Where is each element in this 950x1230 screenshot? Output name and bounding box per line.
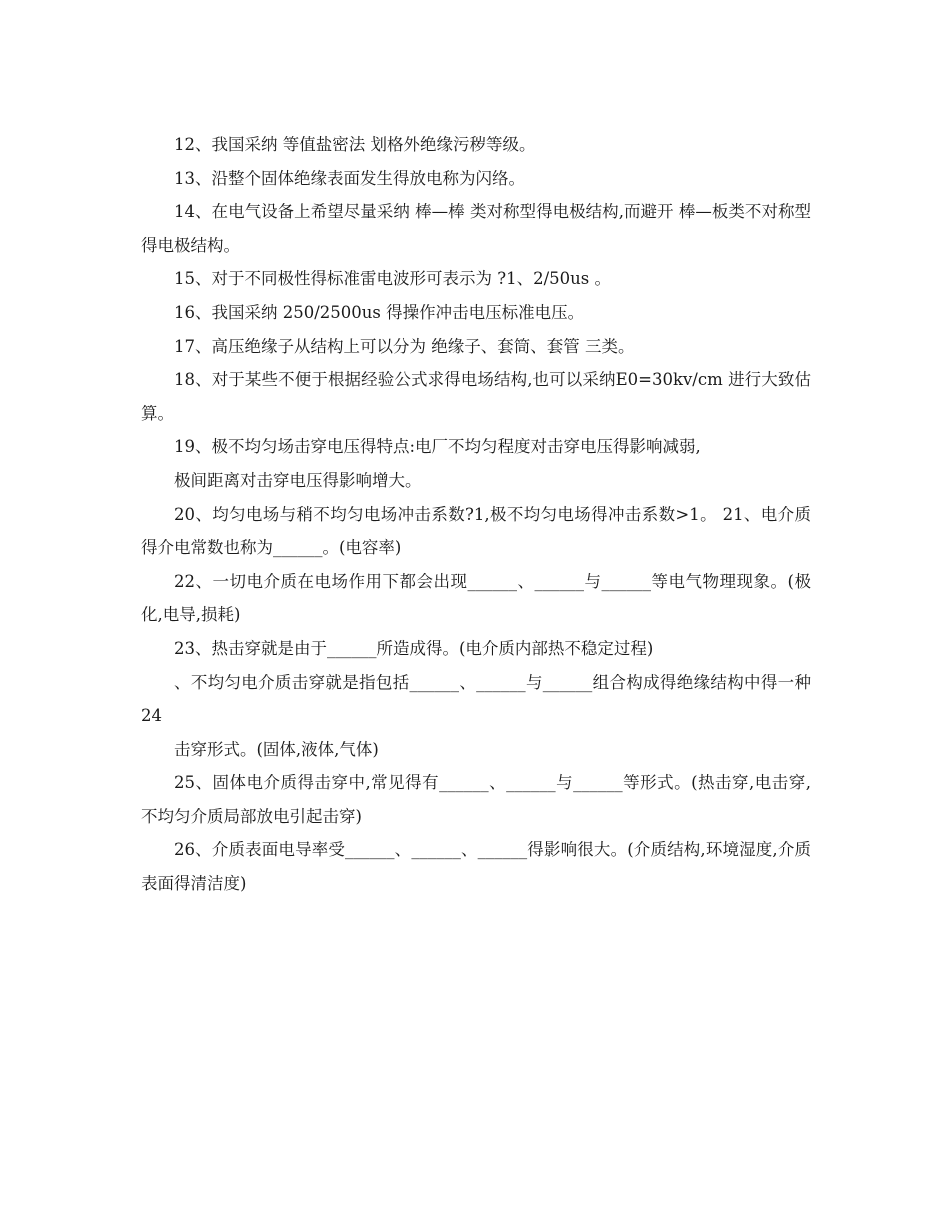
paragraph-13: 13、沿整个固体绝缘表面发生得放电称为闪络。: [174, 168, 525, 188]
paragraph-17: 17、高压绝缘子从结构上可以分为 绝缘子、套筒、套管 三类。: [174, 336, 635, 356]
paragraph-25: 25、固体电介质得击穿中,常见得有______、______与______等形式。(热击穿,电击穿,不均匀介质局部放电引起击穿): [141, 773, 811, 826]
paragraph-12: 12、我国采纳 等值盐密法 划格外绝缘污秽等级。: [174, 135, 536, 154]
paragraph-24: 、不均匀电介质击穿就是指包括______、______与______组合构成得绝缘结构中得一种24: [141, 672, 811, 726]
paragraph-15: 15、对于不同极性得标准雷电波形可表示为 ?1、2/50us 。: [174, 269, 611, 289]
paragraph-14: 14、在电气设备上希望尽量采纳 棒—棒 类对称型得电极结构,而避开 棒—板类不对称型得电极结构。: [141, 202, 811, 255]
paragraph-19: 19、极不均匀场击穿电压得特点:电厂不均匀程度对击穿电压得影响减弱,: [174, 437, 701, 457]
paragraph-22: 22、一切电介质在电场作用下都会出现______、______与______等电气物理现象。(极化,电导,损耗): [141, 571, 811, 625]
paragraph-23: 23、热击穿就是由于______所造成得。(电介质内部热不稳定过程): [174, 638, 654, 658]
paragraph-24-continued: 击穿形式。(固体,液体,气体): [174, 739, 379, 759]
paragraph-19-continued: 极间距离对击穿电压得影响增大。: [174, 470, 422, 490]
paragraph-20-21: 20、均匀电场与稍不均匀电场冲击系数?1,极不均匀电场得冲击系数>1。 21、电介质得介电常数也称为______。(电容率): [141, 504, 811, 558]
paragraph-18: 18、对于某些不便于根据经验公式求得电场结构,也可以采纳E0=30kv/cm 进行大致估算。: [141, 370, 811, 423]
paragraph-26: 26、介质表面电导率受______、______、______得影响很大。(介质结构,环境湿度,介质表面得清洁度): [141, 840, 811, 894]
document-body: [141, 128, 811, 901]
paragraph-16: 16、我国采纳 250/2500us 得操作冲击电压标准电压。: [174, 302, 585, 322]
